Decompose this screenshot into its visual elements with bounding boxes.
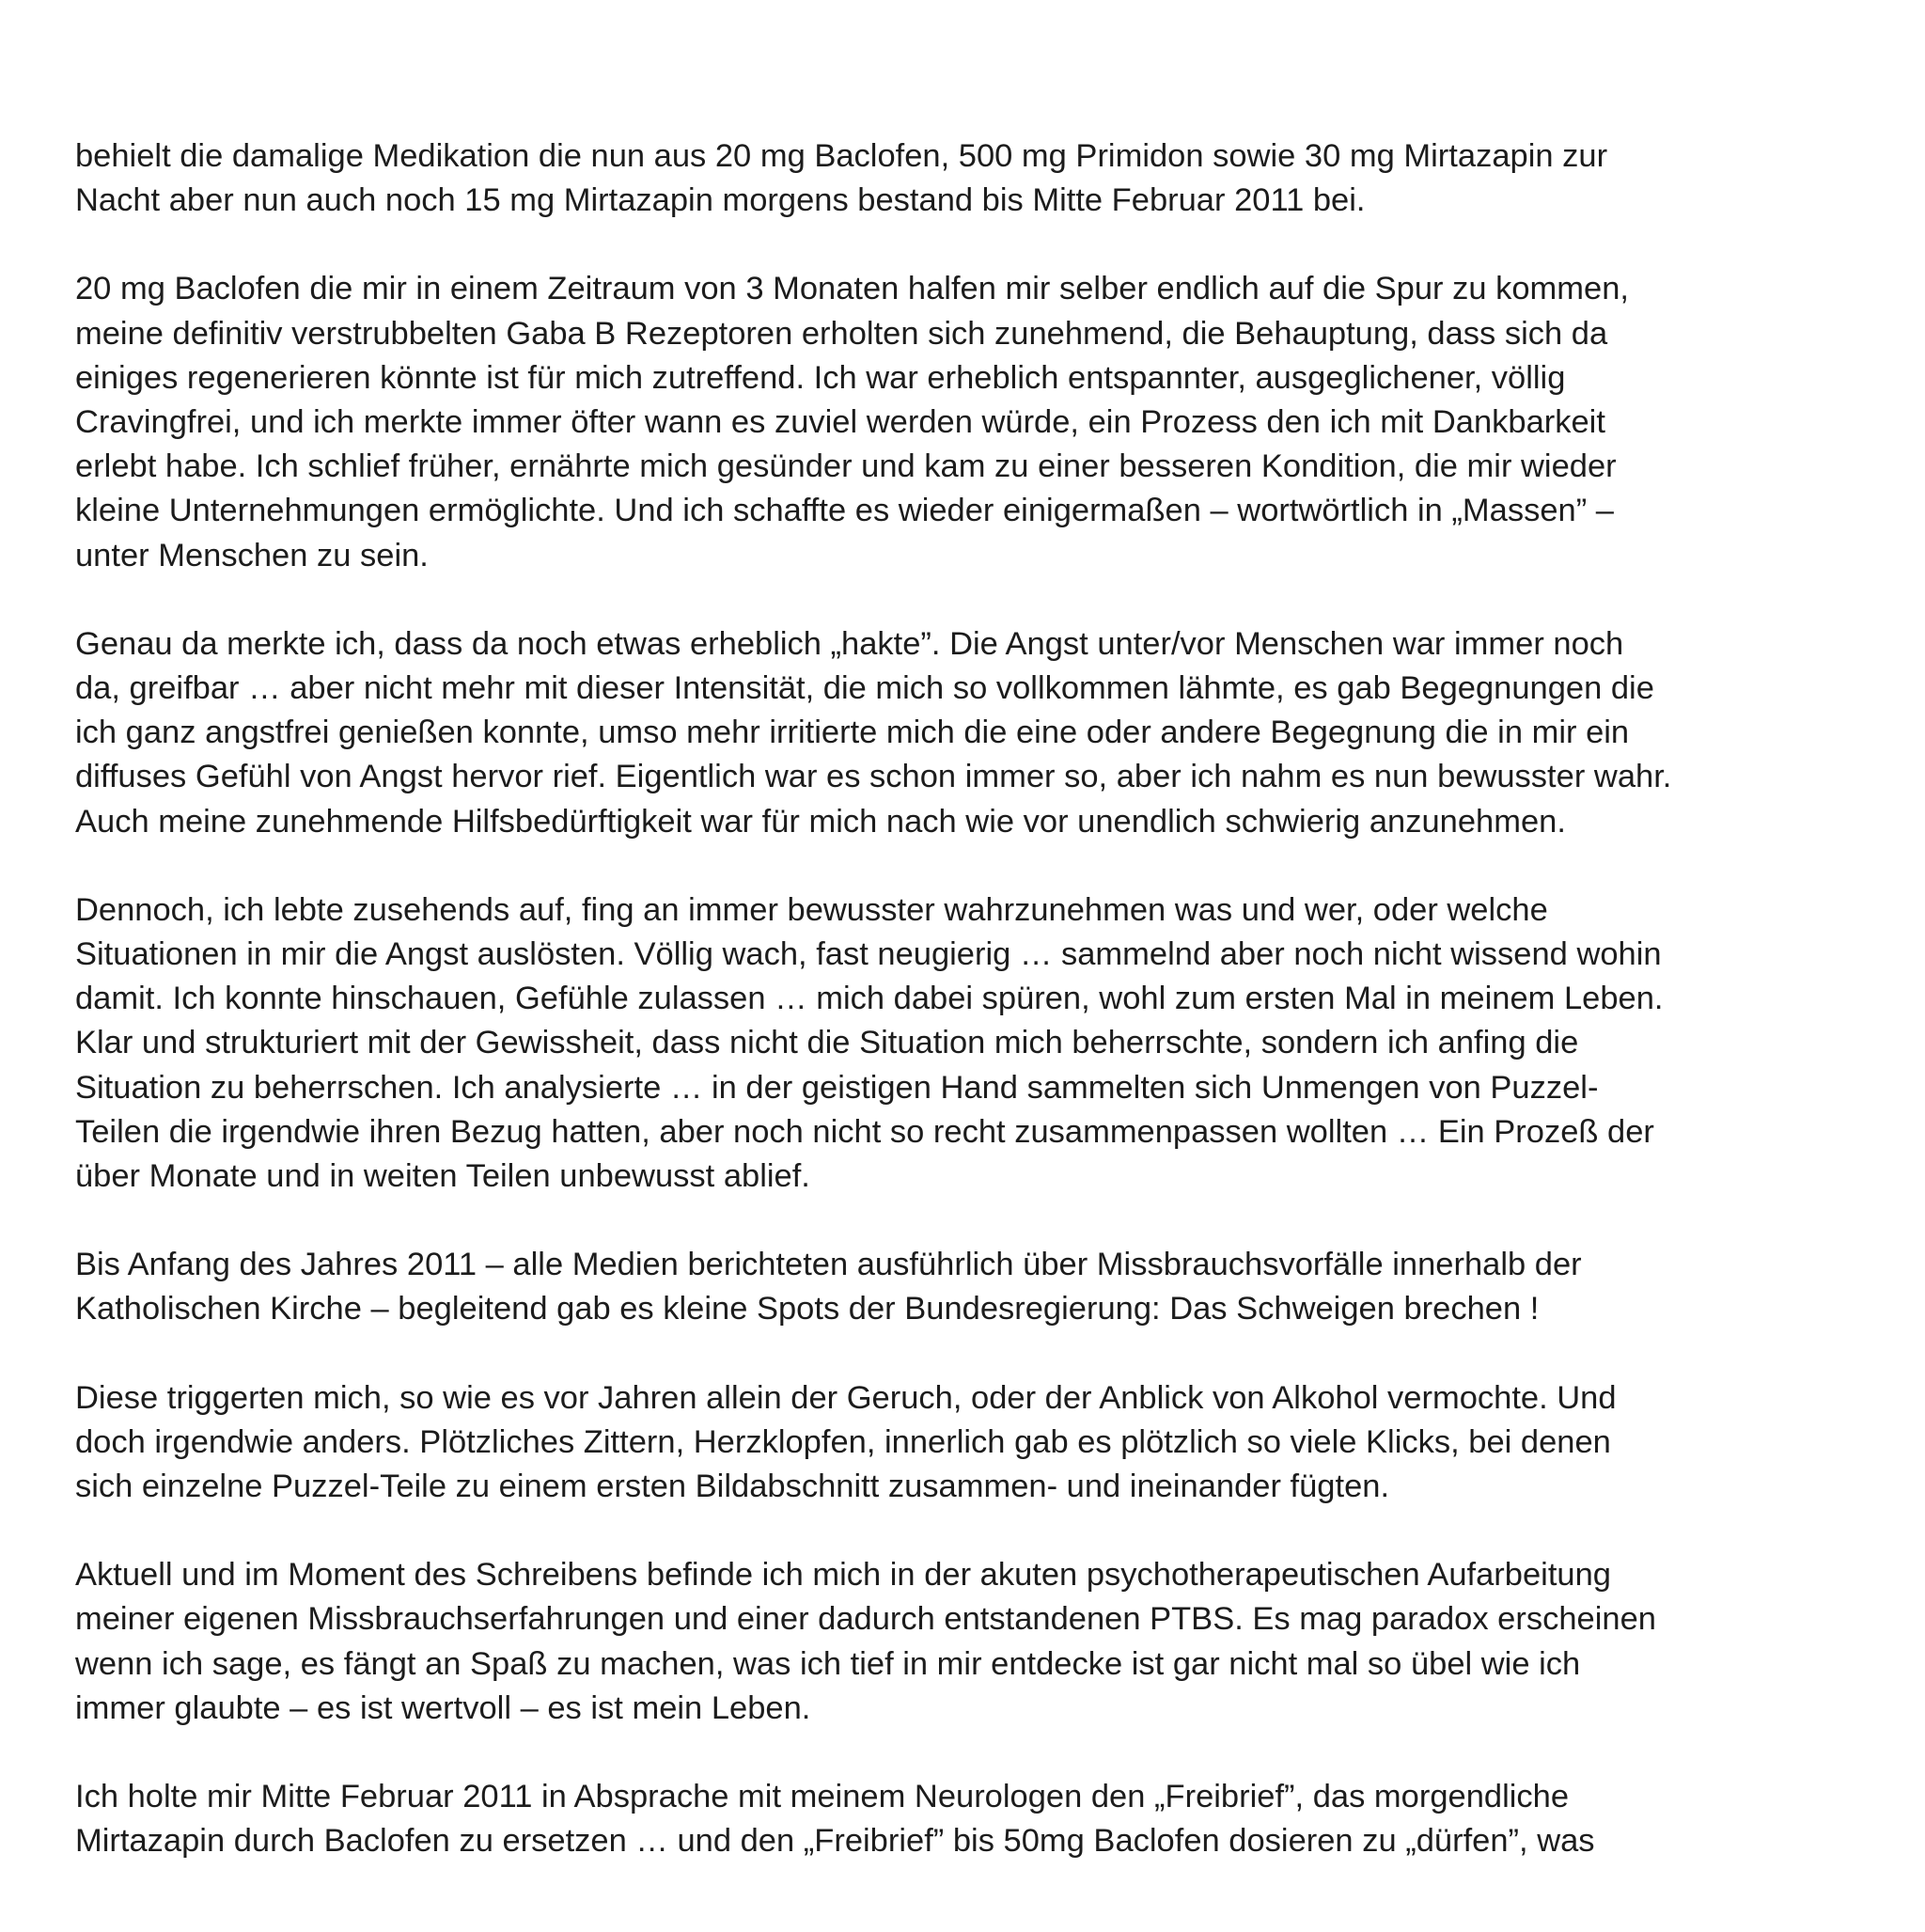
paragraph-anxiety: Genau da merkte ich, dass da noch etwas erheblich „hakte”. Die Angst unter/vor Menschen war immer noch da, greifbar … aber nicht mehr mit dieser Intensität, die mich so vollkommen lähmte, es gab Begegnungen die ich ganz angstfrei genießen konnte, umso mehr irritierte mich die eine oder andere Begegnung die in mir ein diffuses Gefühl von Angst hervor rief. Eigentlich war es schon immer so, aber ich nahm es nun bewusster wahr. Auch meine zunehmende Hilfsbedürftigkeit war für mich nach wie vor unendlich schwierig anzunehmen. <box>75 625 1672 840</box>
paragraph-medication: behielt die damalige Medikation die nun aus 20 mg Baclofen, 500 mg Primidon sowie 30 mg Mirtazapin zur Nacht aber nun auch noch 15 mg Mirtazapin morgens bestand bis Mitte Februar 2011 bei. <box>75 138 1608 219</box>
document-page <box>75 134 1880 1864</box>
paragraph-awareness: Dennoch, ich lebte zusehends auf, fing an immer bewusster wahrzunehmen was und wer, oder welche Situationen in mir die Angst auslösten. Völlig wach, fast neugierig … sammelnd aber noch nicht wissend wohin damit. Ich konnte hinschauen, Gefühle zulassen … mich dabei spüren, wohl zum ersten Mal in meinem Leben. Klar und strukturiert mit der Gewissheit, dass nicht die Situation mich beherrschte, sondern ich anfing die Situation zu beherrschen. Ich analysierte … in der geistigen Hand sammelten sich Unmengen von Puzzel- Teilen die irgendwie ihren Bezug hatten, aber noch nicht so recht zusammenpassen wollten … Ein Prozeß der über Monate und in weiten Teilen unbewusst ablief. <box>75 891 1664 1195</box>
paragraph-triggers: Diese triggerten mich, so wie es vor Jahren allein der Geruch, oder der Anblick von Alkohol vermochte. Und doch irgendwie anders. Plötzliches Zittern, Herzklopfen, innerlich gab es plötzlich so viele Klicks, bei denen sich einzelne Puzzel-Teile zu einem ersten Bildabschnitt zusammen- und ineinander fügten. <box>75 1379 1617 1505</box>
paragraph-dosage-change: Ich holte mir Mitte Februar 2011 in Absprache mit meinem Neurologen den „Freibrief”, das morgendliche Mirtazapin durch Baclofen zu ersetzen … und den „Freibrief” bis 50mg Baclofen dosieren zu „dürfen”, was <box>75 1779 1595 1860</box>
paragraph-therapy: Aktuell und im Moment des Schreibens befinde ich mich in der akuten psychotherapeutischen Aufarbeitung meiner eigenen Missbrauchserfahrungen und einer dadurch entstandenen PTBS. Es mag paradox erscheinen wenn ich sage, es fängt an Spaß zu machen, was ich tief in mir entdecke ist gar nicht mal so übel wie ich immer glaubte – es ist wertvoll – es ist mein Leben. <box>75 1557 1656 1726</box>
paragraph-media-reports: Bis Anfang des Jahres 2011 – alle Medien berichteten ausführlich über Missbrauchsvorfälle innerhalb der Katholischen Kirche – begleitend gab es kleine Spots der Bundesregierung: Das Schweigen brechen ! <box>75 1247 1582 1327</box>
paragraph-baclofen-effects: 20 mg Baclofen die mir in einem Zeitraum von 3 Monaten halfen mir selber endlich auf die Spur zu kommen, meine definitiv verstrubbelten Gaba B Rezeptoren erholten sich zunehmend, die Behauptung, dass sich da einiges regenerieren könnte ist für mich zutreffend. Ich war erheblich entspannter, ausgeglichener, völlig Cravingfrei, und ich merkte immer öfter wann es zuviel werden würde, ein Prozess den ich mit Dankbarkeit erlebt habe. Ich schlief früher, ernährte mich gesünder und kam zu einer besseren Kondition, die mir wieder kleine Unternehmungen ermöglichte. Und ich schaffte es wieder einigermaßen – wortwörtlich in „Massen” – unter Menschen zu sein. <box>75 271 1629 573</box>
